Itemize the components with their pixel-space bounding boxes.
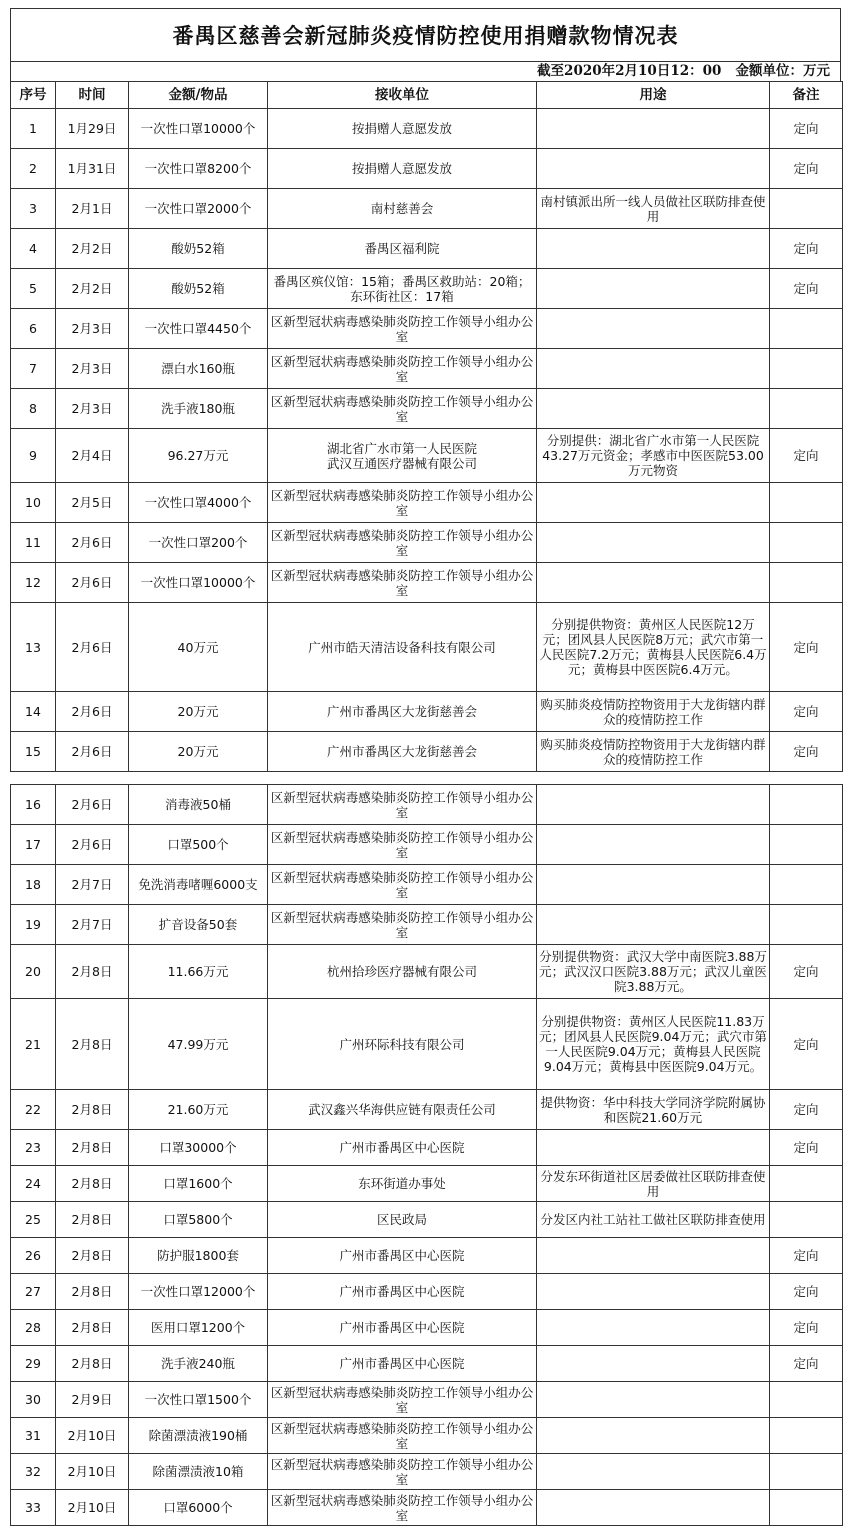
row-date: 2月8日 [56,1274,129,1310]
row-date: 2月8日 [56,999,129,1090]
row-recipient: 广州市番禺区大龙街慈善会 [268,692,537,732]
row-number: 16 [11,785,56,825]
table-row [11,1130,843,1166]
row-use [537,309,770,349]
table-row [11,692,843,732]
row-number: 13 [11,603,56,692]
row-number: 21 [11,999,56,1090]
row-item: 口罩500个 [129,825,268,865]
row-date: 2月8日 [56,1310,129,1346]
row-use [537,905,770,945]
row-item: 口罩1600个 [129,1166,268,1202]
row-date: 2月6日 [56,603,129,692]
row-recipient: 区民政局 [268,1202,537,1238]
row-number: 29 [11,1346,56,1382]
table-row [11,1238,843,1274]
row-use: 购买肺炎疫情防控物资用于大龙街辖内群众的疫情防控工作 [537,732,770,772]
row-use: 分别提供物资：武汉大学中南医院3.88万元；武汉汉口医院3.88万元；武汉儿童医院3.88万元。 [537,945,770,999]
row-date: 2月4日 [56,429,129,483]
row-date: 2月3日 [56,349,129,389]
row-note: 定向 [770,109,843,149]
row-note [770,389,843,429]
row-number: 32 [11,1454,56,1490]
row-item: 口罩6000个 [129,1490,268,1526]
row-use [537,1274,770,1310]
row-note: 定向 [770,1130,843,1166]
table-row [11,349,843,389]
row-use [537,483,770,523]
row-number: 10 [11,483,56,523]
row-date: 2月9日 [56,1382,129,1418]
row-number: 1 [11,109,56,149]
row-number: 31 [11,1418,56,1454]
row-date: 2月6日 [56,523,129,563]
row-date: 1月31日 [56,149,129,189]
table-row [11,1274,843,1310]
row-use [537,563,770,603]
table-row [11,999,843,1090]
row-item: 47.99万元 [129,999,268,1090]
row-date: 2月7日 [56,865,129,905]
row-number: 30 [11,1382,56,1418]
row-note: 定向 [770,1346,843,1382]
row-date: 2月6日 [56,692,129,732]
row-date: 2月5日 [56,483,129,523]
row-recipient: 区新型冠状病毒感染肺炎防控工作领导小组办公室 [268,389,537,429]
donation-table-part-2 [10,784,843,1526]
row-item: 一次性口罩10000个 [129,563,268,603]
row-number: 7 [11,349,56,389]
row-recipient: 东环街道办事处 [268,1166,537,1202]
header-no: 序号 [11,82,56,109]
row-use [537,1346,770,1382]
row-recipient: 番禺区福利院 [268,229,537,269]
row-item: 免洗消毒啫喱6000支 [129,865,268,905]
row-recipient: 武汉鑫兴华海供应链有限责任公司 [268,1090,537,1130]
row-note [770,1454,843,1490]
row-use: 分发区内社工站社工做社区联防排查使用 [537,1202,770,1238]
table-row [11,1346,843,1382]
row-note [770,865,843,905]
row-item: 一次性口罩4000个 [129,483,268,523]
row-recipient: 区新型冠状病毒感染肺炎防控工作领导小组办公室 [268,523,537,563]
row-recipient: 南村慈善会 [268,189,537,229]
row-use [537,1418,770,1454]
table-row [11,1382,843,1418]
row-recipient: 区新型冠状病毒感染肺炎防控工作领导小组办公室 [268,865,537,905]
table-row [11,1090,843,1130]
row-number: 20 [11,945,56,999]
row-date: 2月10日 [56,1418,129,1454]
row-note: 定向 [770,999,843,1090]
row-item: 一次性口罩2000个 [129,189,268,229]
row-date: 2月8日 [56,1166,129,1202]
row-note: 定向 [770,945,843,999]
row-use [537,1382,770,1418]
donation-table-part-1 [10,81,843,772]
row-use: 南村镇派出所一线人员做社区联防排查使用 [537,189,770,229]
row-note [770,349,843,389]
row-number: 5 [11,269,56,309]
row-item: 一次性口罩200个 [129,523,268,563]
row-note [770,1382,843,1418]
row-note: 定向 [770,692,843,732]
page-break-gap [0,772,856,784]
row-use [537,389,770,429]
row-date: 2月6日 [56,785,129,825]
row-item: 洗手液180瓶 [129,389,268,429]
table-row [11,1202,843,1238]
row-item: 一次性口罩4450个 [129,309,268,349]
row-recipient: 区新型冠状病毒感染肺炎防控工作领导小组办公室 [268,785,537,825]
row-note: 定向 [770,429,843,483]
row-item: 20万元 [129,692,268,732]
table-row [11,1490,843,1526]
row-note [770,1490,843,1526]
row-item: 酸奶52箱 [129,269,268,309]
row-use: 分别提供物资：黄州区人民医院12万元；团风县人民医院8万元；武穴市第一人民医院7.2万元；黄梅县人民医院6.4万元；黄梅县中医医院6.4万元。 [537,603,770,692]
table-row [11,1454,843,1490]
row-note [770,905,843,945]
row-recipient: 区新型冠状病毒感染肺炎防控工作领导小组办公室 [268,563,537,603]
row-note [770,309,843,349]
row-number: 33 [11,1490,56,1526]
table-row [11,189,843,229]
row-note: 定向 [770,603,843,692]
table-row [11,429,843,483]
row-item: 医用口罩1200个 [129,1310,268,1346]
row-recipient: 区新型冠状病毒感染肺炎防控工作领导小组办公室 [268,483,537,523]
row-number: 11 [11,523,56,563]
row-item: 21.60万元 [129,1090,268,1130]
row-number: 23 [11,1130,56,1166]
row-date: 2月1日 [56,189,129,229]
row-use [537,1130,770,1166]
table-row [11,149,843,189]
row-date: 2月8日 [56,1130,129,1166]
table-row [11,865,843,905]
row-note: 定向 [770,1310,843,1346]
table-row [11,269,843,309]
table-header-row [11,82,843,109]
row-recipient: 区新型冠状病毒感染肺炎防控工作领导小组办公室 [268,1418,537,1454]
row-note [770,1166,843,1202]
row-item: 洗手液240瓶 [129,1346,268,1382]
row-date: 2月2日 [56,269,129,309]
row-number: 27 [11,1274,56,1310]
row-use [537,1490,770,1526]
row-number: 6 [11,309,56,349]
table-row [11,1418,843,1454]
row-item: 一次性口罩12000个 [129,1274,268,1310]
row-note [770,483,843,523]
row-note [770,563,843,603]
row-recipient: 杭州拾珍医疗器械有限公司 [268,945,537,999]
row-number: 19 [11,905,56,945]
row-number: 25 [11,1202,56,1238]
row-date: 2月8日 [56,1346,129,1382]
row-date: 1月29日 [56,109,129,149]
row-date: 2月3日 [56,309,129,349]
row-date: 2月10日 [56,1490,129,1526]
row-number: 2 [11,149,56,189]
row-item: 消毒液50桶 [129,785,268,825]
row-item: 口罩5800个 [129,1202,268,1238]
row-use: 分发东环街道社区居委做社区联防排查使用 [537,1166,770,1202]
row-item: 96.27万元 [129,429,268,483]
table-row [11,389,843,429]
row-number: 17 [11,825,56,865]
table-row [11,229,843,269]
row-recipient: 广州市番禺区中心医院 [268,1310,537,1346]
row-recipient: 按捐赠人意愿发放 [268,149,537,189]
row-note: 定向 [770,1090,843,1130]
row-item: 口罩30000个 [129,1130,268,1166]
row-item: 除菌漂渍液10箱 [129,1454,268,1490]
table-row [11,309,843,349]
row-recipient: 区新型冠状病毒感染肺炎防控工作领导小组办公室 [268,1490,537,1526]
row-note [770,825,843,865]
row-item: 防护服1800套 [129,1238,268,1274]
row-item: 20万元 [129,732,268,772]
row-item: 酸奶52箱 [129,229,268,269]
row-recipient: 广州市番禺区大龙街慈善会 [268,732,537,772]
row-use: 购买肺炎疫情防控物资用于大龙街辖内群众的疫情防控工作 [537,692,770,732]
row-date: 2月6日 [56,825,129,865]
row-recipient: 广州市皓天清洁设备科技有限公司 [268,603,537,692]
row-item: 一次性口罩1500个 [129,1382,268,1418]
row-use [537,523,770,563]
row-date: 2月8日 [56,1238,129,1274]
row-number: 22 [11,1090,56,1130]
header-use: 用途 [537,82,770,109]
row-item: 40万元 [129,603,268,692]
row-use [537,349,770,389]
row-use [537,1310,770,1346]
row-note [770,189,843,229]
row-item: 除菌漂渍液190桶 [129,1418,268,1454]
header-note: 备注 [770,82,843,109]
row-date: 2月6日 [56,563,129,603]
row-use [537,1238,770,1274]
row-date: 2月10日 [56,1454,129,1490]
row-note [770,1202,843,1238]
row-date: 2月8日 [56,945,129,999]
row-use [537,269,770,309]
row-note [770,1418,843,1454]
row-number: 28 [11,1310,56,1346]
table-row [11,825,843,865]
row-number: 18 [11,865,56,905]
row-note: 定向 [770,1238,843,1274]
row-note: 定向 [770,149,843,189]
row-note [770,523,843,563]
row-use [537,865,770,905]
row-use: 提供物资：华中科技大学同济学院附属协和医院21.60万元 [537,1090,770,1130]
row-number: 4 [11,229,56,269]
row-item: 一次性口罩10000个 [129,109,268,149]
row-date: 2月8日 [56,1202,129,1238]
header-date: 时间 [56,82,129,109]
row-date: 2月7日 [56,905,129,945]
row-use: 分别提供物资：黄州区人民医院11.83万元；团风县人民医院9.04万元；武穴市第一人民医院9.04万元；黄梅县人民医院9.04万元；黄梅县中医医院9.04万元。 [537,999,770,1090]
row-recipient: 区新型冠状病毒感染肺炎防控工作领导小组办公室 [268,349,537,389]
row-item: 扩音设备50套 [129,905,268,945]
header-recipient: 接收单位 [268,82,537,109]
row-recipient: 区新型冠状病毒感染肺炎防控工作领导小组办公室 [268,1454,537,1490]
row-number: 12 [11,563,56,603]
row-recipient: 广州市番禺区中心医院 [268,1238,537,1274]
row-recipient: 广州市番禺区中心医院 [268,1346,537,1382]
table-row [11,483,843,523]
table-row [11,905,843,945]
row-recipient: 广州市番禺区中心医院 [268,1274,537,1310]
row-recipient: 按捐赠人意愿发放 [268,109,537,149]
row-date: 2月6日 [56,732,129,772]
row-recipient: 区新型冠状病毒感染肺炎防控工作领导小组办公室 [268,309,537,349]
row-number: 9 [11,429,56,483]
row-number: 14 [11,692,56,732]
table-row [11,109,843,149]
report-date-unit: 截至2020年2月10日12：00 金额单位：万元 [10,61,841,82]
table-row [11,603,843,692]
table-row [11,1310,843,1346]
table-row [11,945,843,999]
table-row [11,1166,843,1202]
row-number: 3 [11,189,56,229]
row-date: 2月8日 [56,1090,129,1130]
row-note [770,785,843,825]
row-use [537,825,770,865]
row-use [537,1454,770,1490]
row-item: 漂白水160瓶 [129,349,268,389]
row-date: 2月2日 [56,229,129,269]
report-title: 番禺区慈善会新冠肺炎疫情防控使用捐赠款物情况表 [10,8,841,62]
row-number: 24 [11,1166,56,1202]
header-item: 金额/物品 [129,82,268,109]
row-recipient: 广州环际科技有限公司 [268,999,537,1090]
row-item: 11.66万元 [129,945,268,999]
row-date: 2月3日 [56,389,129,429]
row-number: 26 [11,1238,56,1274]
row-recipient: 区新型冠状病毒感染肺炎防控工作领导小组办公室 [268,1382,537,1418]
table-row [11,732,843,772]
row-use: 分别提供：湖北省广水市第一人民医院43.27万元资金；孝感市中医医院53.00万元物资 [537,429,770,483]
row-recipient: 区新型冠状病毒感染肺炎防控工作领导小组办公室 [268,905,537,945]
row-number: 15 [11,732,56,772]
row-use [537,785,770,825]
row-recipient: 广州市番禺区中心医院 [268,1130,537,1166]
row-note: 定向 [770,732,843,772]
row-recipient: 番禺区殡仪馆：15箱；番禺区救助站：20箱；东环街社区：17箱 [268,269,537,309]
row-recipient: 湖北省广水市第一人民医院 武汉互通医疗器械有限公司 [268,429,537,483]
row-note: 定向 [770,1274,843,1310]
row-number: 8 [11,389,56,429]
row-use [537,109,770,149]
row-use [537,149,770,189]
table-row [11,785,843,825]
table-row [11,563,843,603]
row-note: 定向 [770,269,843,309]
row-recipient: 区新型冠状病毒感染肺炎防控工作领导小组办公室 [268,825,537,865]
row-note: 定向 [770,229,843,269]
row-use [537,229,770,269]
row-item: 一次性口罩8200个 [129,149,268,189]
table-row [11,523,843,563]
